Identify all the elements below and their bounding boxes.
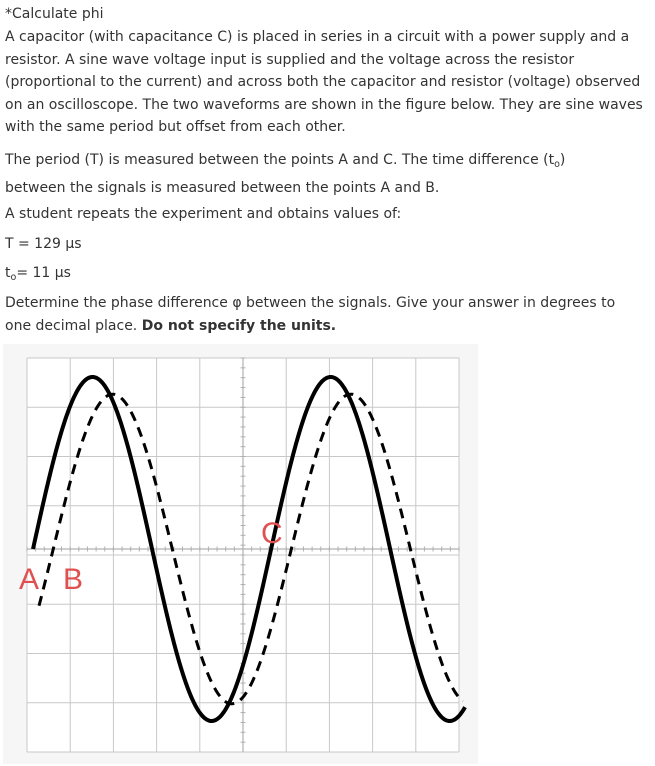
oscilloscope-figure (3, 344, 478, 764)
repeat-text: A student repeats the experiment and obtains values of: (5, 206, 402, 222)
time-difference-value: $t_o= 11$ μs (5, 265, 71, 283)
period-value: T = 129 μs (5, 236, 82, 252)
question-title: *Calculate phi (5, 6, 104, 22)
question-intro: A capacitor (with capacitance C) is placed in series in a circuit with a power supply and a resistor. A sine wave voltage input is supplied and the voltage across the resistor (proportional to the current) and across both the capacitor and resistor (voltage) observed on an oscilloscope. The two waveforms are shown in the figure below. They are sine waves with the same period but offset from each other. (5, 29, 643, 135)
label-a: A (19, 563, 40, 596)
label-c: C (261, 517, 283, 550)
determine-text: Determine the phase difference φ between the signals. Give your answer in degrees to one decimal place. Do not specify the units. (5, 295, 616, 334)
label-b: B (63, 563, 84, 596)
oscilloscope-svg (3, 344, 478, 764)
period-paragraph: The period (T) is measured between the points A and C. The time difference $(t_o)$ between the signals is measured between the points A and B. (5, 152, 566, 196)
